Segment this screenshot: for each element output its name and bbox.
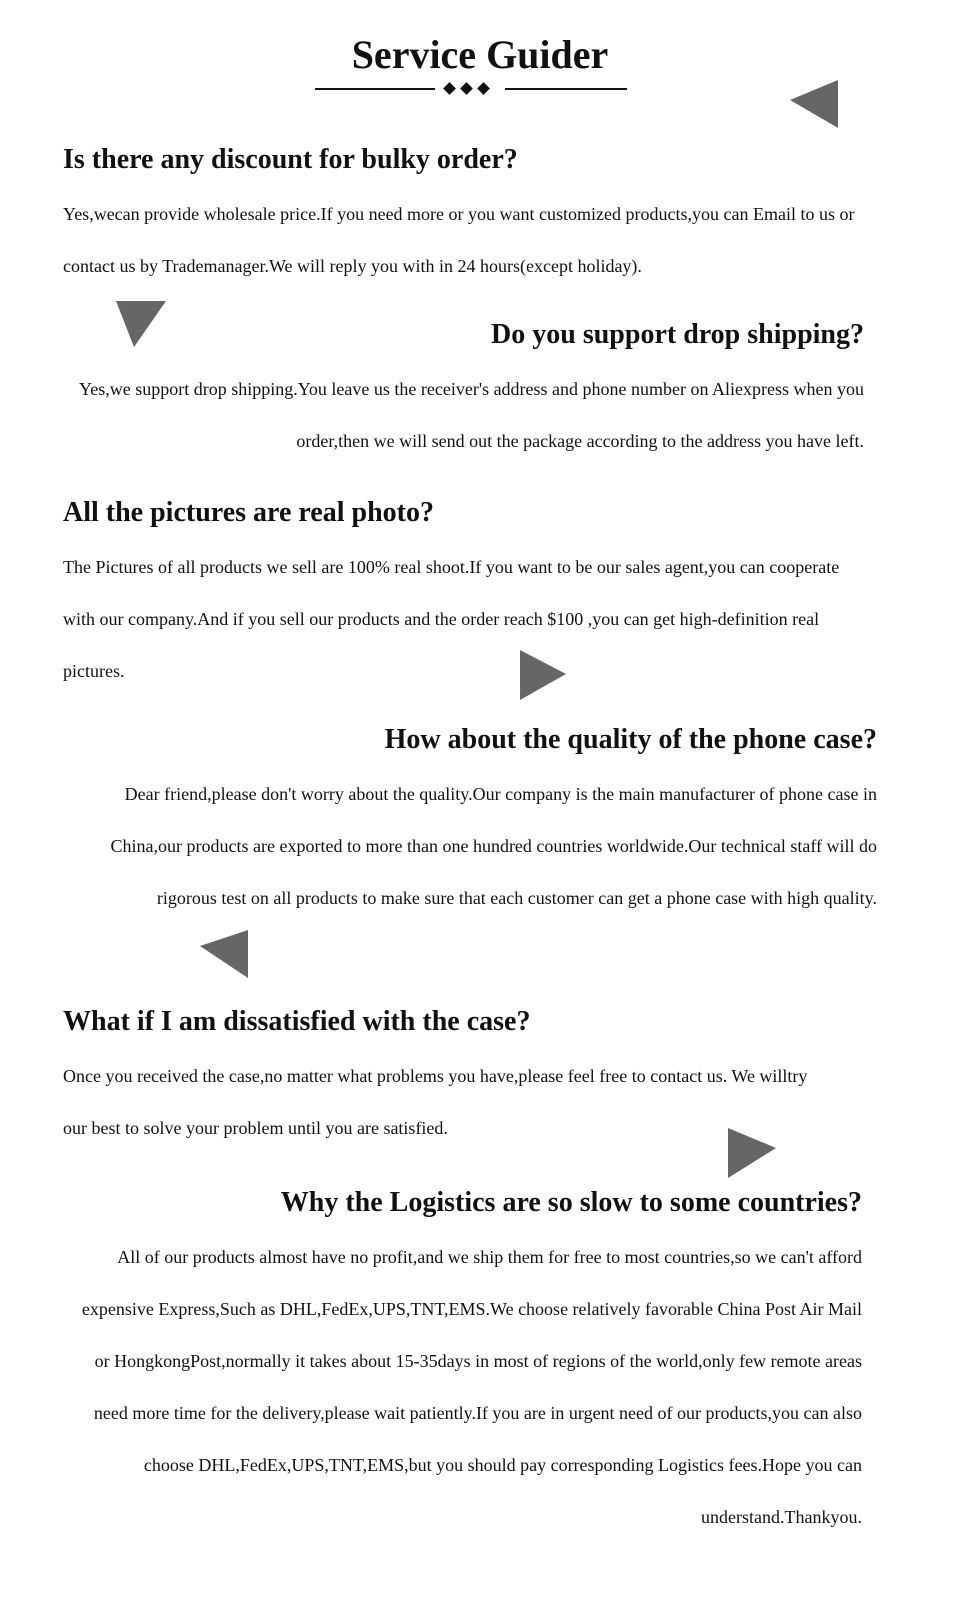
faq-answer: Yes,wecan provide wholesale price.If you need more or you want customized products,you can Email to us or contact us by Trademanager.We will reply you with in 24 hours(except holiday).: [63, 204, 855, 276]
faq-answer: The Pictures of all products we sell are 100% real shoot.If you want to be our sales agent,you can cooperate with our company.And if you sell our products and the order reach $100 ,you can get high-definition real pictures.: [63, 557, 840, 681]
faq-answer: Once you received the case,no matter what problems you have,please feel free to contact us. We willtry our best to solve your problem until you are satisfied.: [63, 1066, 808, 1138]
faq-question: What if I am dissatisfied with the case?: [63, 1006, 531, 1037]
triangle-decor-icon: [790, 80, 838, 128]
faq-question: Why the Logistics are so slow to some countries?: [280, 1187, 862, 1218]
diamond-icon: [460, 82, 473, 95]
faq-answer: Yes,we support drop shipping.You leave us the receiver's address and phone number on Aliexpress when you order,then we will send out the package according to the address you have left.: [79, 379, 864, 451]
faq-question: Is there any discount for bulky order?: [63, 144, 518, 175]
faq-item: [70, 1183, 862, 1543]
faq-item: [60, 720, 877, 924]
title-divider-left: [315, 88, 435, 90]
faq-answer: All of our products almost have no profit,and we ship them for free to most countries,so we can't afford expensive Express,Such as DHL,FedEx,UPS,TNT,EMS.We choose relatively favorable China Post Air Mail or HongkongPost,normally it takes about 15-35days in most of regions of the world,only few remote areas need more time for the delivery,please wait patiently.If you are in urgent need of our products,you can also choose DHL,FedEx,UPS,TNT,EMS,but you should pay corresponding Logistics fees.Hope you can understand.Thankyou.: [81, 1247, 862, 1527]
diamond-icon: [477, 82, 490, 95]
faq-answer: Dear friend,please don't worry about the quality.Our company is the main manufacturer of phone case in China,our products are exported to more than one hundred countries worldwide.Our technical staff will do rigorous test on all products to make sure that each customer can get a phone case with high quality.: [110, 784, 877, 908]
page-title: Service Guider: [351, 32, 609, 77]
faq-question: How about the quality of the phone case?: [384, 724, 877, 755]
faq-question: Do you support drop shipping?: [491, 319, 864, 350]
faq-item: [63, 140, 883, 292]
faq-item: [70, 315, 864, 467]
faq-item: [63, 493, 843, 697]
faq-question: All the pictures are real photo?: [63, 497, 434, 528]
triangle-decor-icon: [200, 930, 248, 978]
diamond-icon: [443, 82, 456, 95]
title-divider-right: [505, 88, 627, 90]
faq-item: [63, 1002, 823, 1154]
